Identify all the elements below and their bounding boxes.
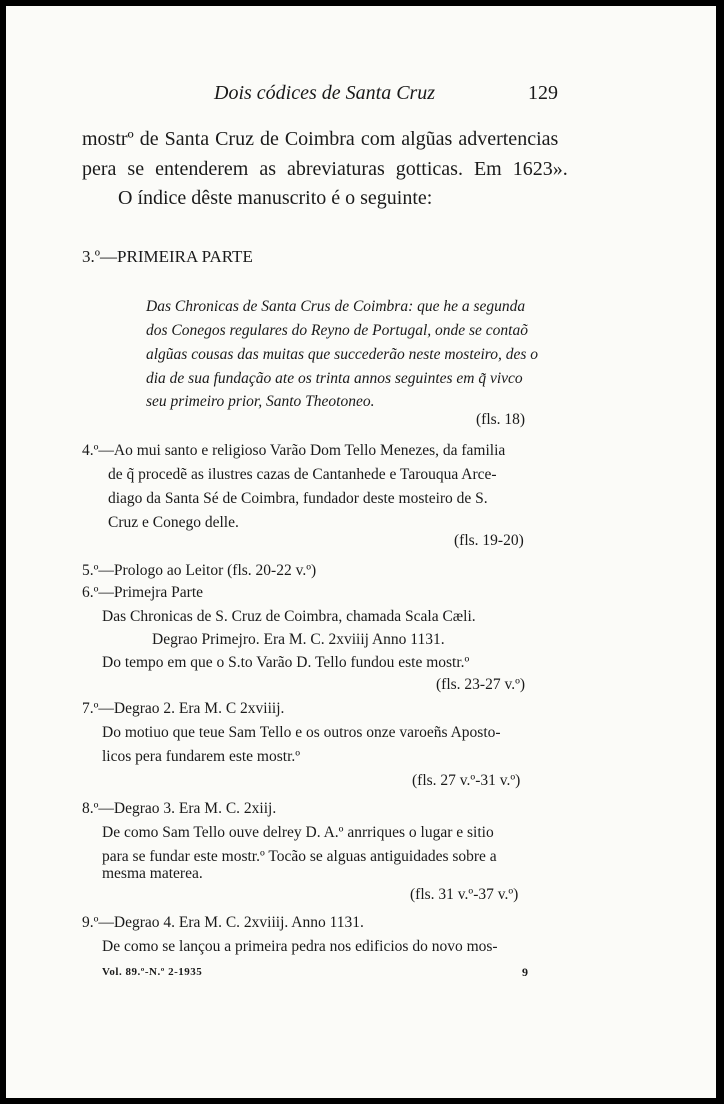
quote-line: Das Chronicas de Santa Crus de Coimbra: que he a segunda (146, 298, 526, 315)
signature-mark: 9 (522, 965, 528, 979)
entry-line: 6.º—Primejra Parte (82, 584, 204, 601)
entry-line: 8.º—Degrao 3. Era M. C. 2xiij. (82, 800, 277, 817)
text-line: mostrº de Santa Cruz de Coimbra com algũas advertencias (82, 128, 559, 150)
entry-line: 7.º—Degrao 2. Era M. C 2xviiij. (82, 700, 285, 717)
entry-line: de q̃ procedẽ as ilustres cazas de Cantanhede e Tarouqua Arce- (108, 466, 497, 483)
entry-line: De como Sam Tello ouve delrey D. A.º anrriques o lugar e sitio (102, 824, 494, 841)
section-heading: 3.º—PRIMEIRA PARTE (82, 247, 253, 266)
book-page (6, 6, 716, 1098)
page-number: 129 (528, 82, 558, 104)
text-line: O índice dêste manuscrito é o seguinte: (118, 187, 433, 209)
entry-line: Degrao Primejro. Era M. C. 2xviiij Anno 1131. (152, 631, 445, 648)
entry-line: Do motiuo que teue Sam Tello e os outros onze varoeñs Aposto- (102, 724, 501, 741)
footer-volume: Vol. 89.º-N.º 2-1935 (102, 966, 203, 978)
entry-line: Das Chronicas de S. Cruz de Coimbra, chamada Scala Cæli. (102, 608, 476, 625)
quote-line: seu primeiro prior, Santo Theotoneo. (146, 393, 375, 410)
folio-reference: (fls. 19-20) (454, 532, 524, 549)
quote-line: dos Conegos regulares do Reyno de Portugal, onde se contaõ (146, 322, 528, 339)
folio-reference: (fls. 23-27 v.º) (436, 676, 526, 693)
quote-line: dia de sua fundação ate os trinta annos seguintes em q̃ vivco (146, 370, 523, 387)
entry-line: diago da Santa Sé de Coimbra, fundador deste mosteiro de S. (108, 490, 488, 507)
text-line: pera se entenderem as abreviaturas gotticas. Em 1623». (82, 158, 568, 180)
entry-line: 5.º—Prologo ao Leitor (fls. 20-22 v.º) (82, 562, 317, 579)
running-head: Dois códices de Santa Cruz (214, 82, 436, 104)
entry-line: Do tempo em que o S.to Varão D. Tello fundou este mostr.º (102, 654, 470, 671)
entry-line: De como se lançou a primeira pedra nos edificios do novo mos- (102, 938, 498, 955)
entry-line: para se fundar este mostr.º Tocão se alguas antiguidades sobre a (102, 848, 497, 865)
folio-reference: (fls. 27 v.º-31 v.º) (412, 772, 521, 789)
folio-reference: (fls. 31 v.º-37 v.º) (410, 886, 519, 903)
entry-line: Cruz e Conego delle. (108, 514, 239, 531)
entry-line: 9.º—Degrao 4. Era M. C. 2xviiij. Anno 1131. (82, 914, 364, 931)
entry-line: mesma materea. (102, 865, 203, 882)
entry-line: licos pera fundarem este mostr.º (102, 748, 301, 765)
folio-reference: (fls. 18) (476, 411, 526, 428)
entry-line: 4.º—Ao mui santo e religioso Varão Dom Tello Menezes, da familia (82, 442, 506, 459)
quote-line: algũas cousas das muitas que succederão neste mosteiro, des o (146, 346, 539, 363)
